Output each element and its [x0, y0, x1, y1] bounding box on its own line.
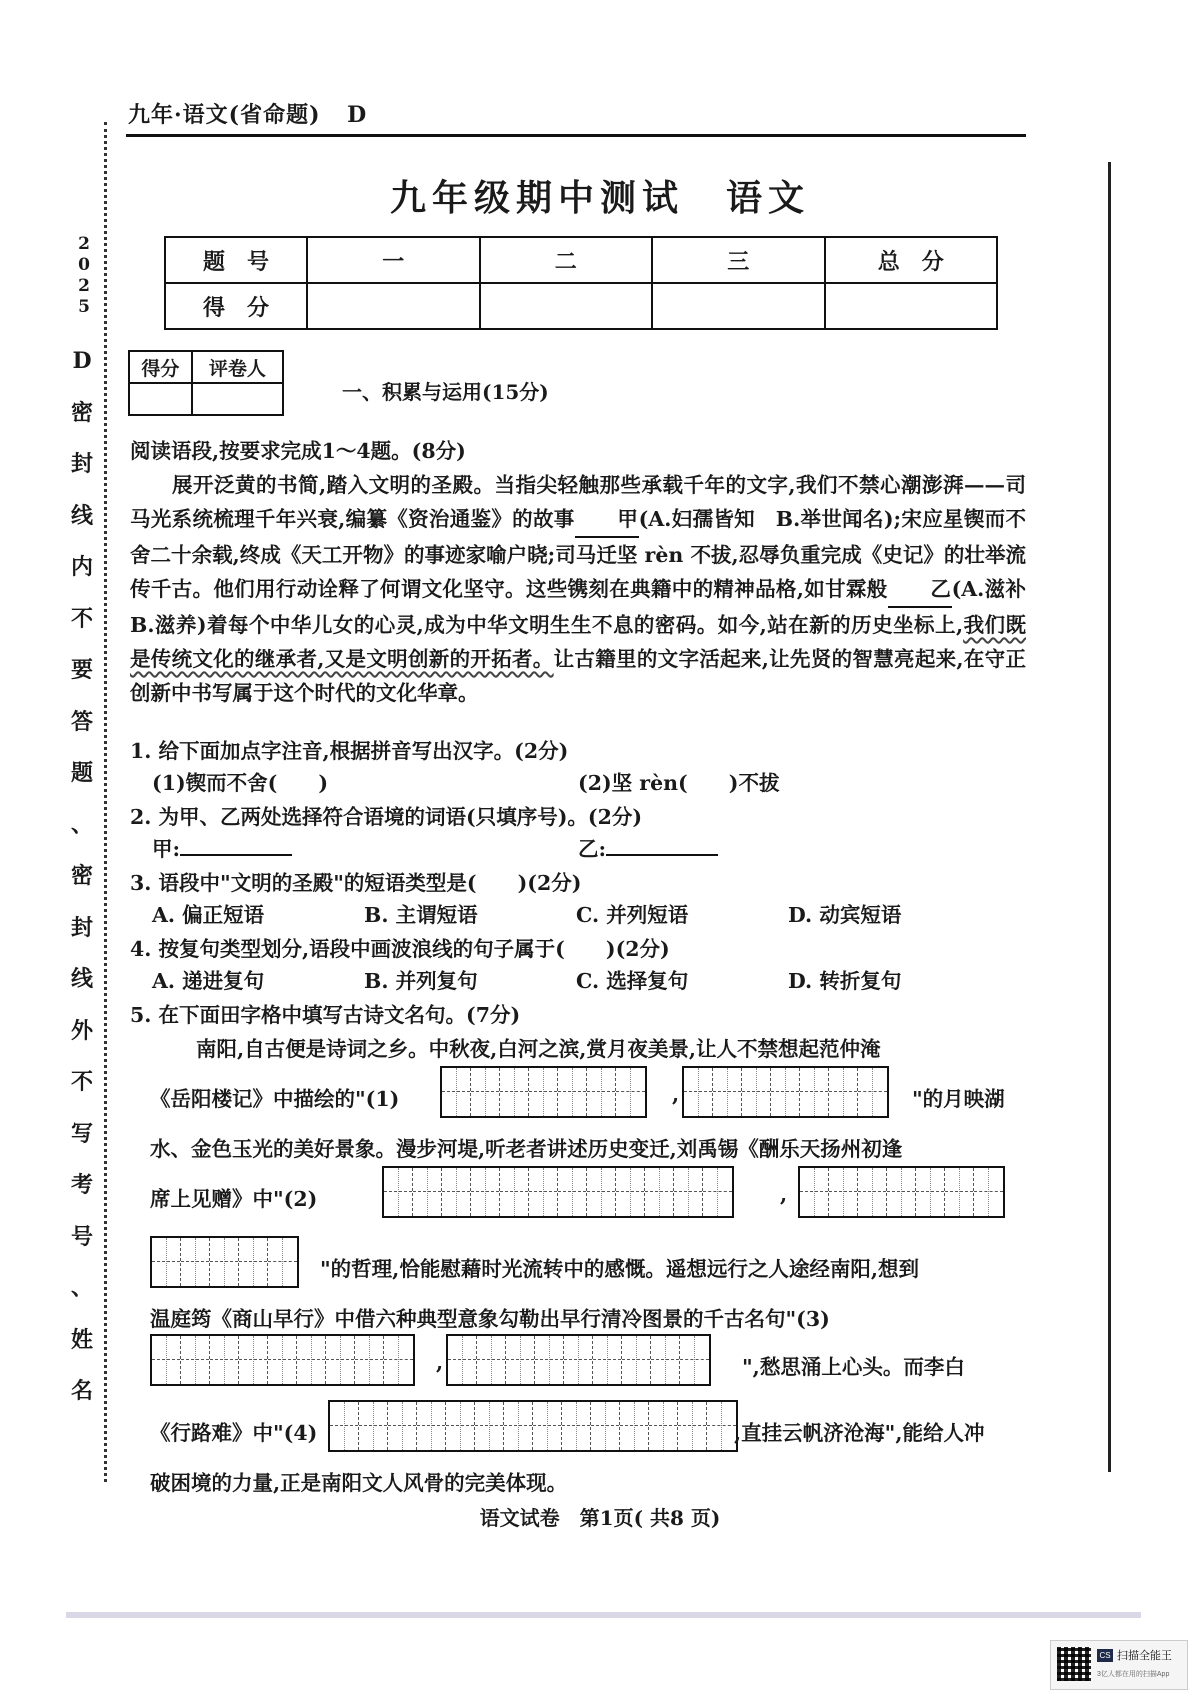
tian-cell[interactable] [181, 1336, 210, 1384]
binding-dotted-line [104, 122, 107, 1482]
tian-cell[interactable] [533, 1402, 562, 1450]
tian-cell[interactable] [680, 1336, 709, 1384]
blank-a[interactable]: 甲 [575, 502, 639, 538]
grader-name-label: 评卷人 [192, 351, 283, 383]
header-version: D [347, 102, 368, 128]
passage-intro: 阅读语段,按要求完成1～4题。(8分) [130, 439, 466, 463]
section-title: 一、积累与运用(15分) [342, 380, 549, 404]
score-input-cell[interactable] [652, 283, 824, 329]
side-notice-char: 名 [70, 1378, 93, 1404]
tian-cell[interactable] [448, 1336, 477, 1384]
q5-line: ",愁思涌上心头。而李白 [742, 1355, 965, 1379]
side-notice-char: 不 [70, 605, 93, 632]
question-1: 1. 给下面加点字注音,根据拼音写出汉字。(2分) [130, 739, 569, 763]
score-header-cell: 一 [307, 237, 479, 283]
tian-grid-2b[interactable] [798, 1166, 1005, 1218]
grader-score-cell[interactable] [129, 383, 192, 415]
tian-cell[interactable] [442, 1068, 471, 1116]
score-header-cell: 二 [480, 237, 652, 283]
side-year-char: 0 [78, 255, 90, 275]
scanner-tagline: 3亿人都在用的扫描App [1097, 1671, 1170, 1678]
q4-option[interactable]: B. 并列复句 [364, 969, 478, 993]
tian-cell[interactable] [384, 1168, 413, 1216]
q5-line: 温庭筠《商山早行》中借六种典型意象勾勒出早行清冷图景的千古名句"(3) [150, 1307, 830, 1331]
tian-cell[interactable] [562, 1402, 591, 1450]
tian-cell[interactable] [649, 1402, 678, 1450]
side-notice-char: 号 [70, 1223, 93, 1250]
tian-cell[interactable] [558, 1068, 587, 1116]
tian-cell[interactable] [945, 1168, 974, 1216]
paper-header [128, 98, 367, 129]
side-year-char: 2 [78, 276, 90, 296]
tian-cell[interactable] [678, 1402, 707, 1450]
side-year-char: 2 [78, 234, 90, 254]
grader-box [128, 350, 284, 416]
q5-comma: , [436, 1350, 444, 1374]
tian-cell[interactable] [684, 1068, 713, 1116]
tian-grid-1b[interactable] [682, 1066, 889, 1118]
qr-code-icon [1057, 1647, 1091, 1681]
tian-grid-2a[interactable] [382, 1166, 734, 1218]
tian-cell[interactable] [771, 1068, 800, 1116]
tian-cell[interactable] [674, 1168, 703, 1216]
tian-cell[interactable] [616, 1068, 645, 1116]
tian-cell[interactable] [239, 1238, 268, 1286]
q1-item-b[interactable]: (2)坚 rèn( )不拔 [578, 771, 780, 795]
tian-cell[interactable] [181, 1238, 210, 1286]
side-year-char: 5 [78, 297, 90, 317]
tian-cell[interactable] [446, 1402, 475, 1450]
tian-cell[interactable] [529, 1068, 558, 1116]
tian-cell[interactable] [210, 1336, 239, 1384]
tian-cell[interactable] [713, 1068, 742, 1116]
tian-cell[interactable] [587, 1168, 616, 1216]
tian-cell[interactable] [268, 1336, 297, 1384]
binding-line-notice [66, 336, 98, 1418]
tian-cell[interactable] [858, 1068, 887, 1116]
q5-line: 席上见赠》中"(2) [150, 1187, 318, 1211]
q2-label-a: 甲: [152, 837, 181, 861]
tian-grid-2c[interactable] [150, 1236, 299, 1288]
q2-answer-a[interactable] [180, 832, 292, 856]
side-year [74, 234, 94, 318]
passage-text: 展开泛黄的书简,踏入文明的圣殿。当指尖轻触那些承载千年的文字,我们不禁心潮澎湃——司马光系统梳理千年兴衰,编纂《资治通鉴》的故事 [130, 473, 1026, 531]
score-header-cell: 三 [652, 237, 824, 283]
tian-grid-1a[interactable] [440, 1066, 647, 1118]
tian-cell[interactable] [152, 1336, 181, 1384]
side-notice-char: 答 [70, 708, 93, 735]
side-notice-char: 考 [70, 1172, 93, 1198]
side-notice-char: 姓 [70, 1326, 93, 1353]
side-notice-char: 不 [70, 1069, 93, 1095]
header-label: 九年·语文(省命题) [128, 102, 321, 128]
tian-grid-3b[interactable] [446, 1334, 711, 1386]
tian-cell[interactable] [210, 1238, 239, 1286]
question-5: 5. 在下面田字格中填写古诗文名句。(7分) [130, 1003, 521, 1027]
tian-cell[interactable] [887, 1168, 916, 1216]
q2-answer-b[interactable] [606, 832, 718, 856]
q3-option[interactable]: D. 动宾短语 [788, 903, 902, 927]
q2-item-a [152, 832, 292, 862]
q5-line: ,直挂云帆济沧海",能给人冲 [734, 1421, 985, 1445]
page-footer: 语文试卷 第1页( 共8 页) [479, 1506, 721, 1530]
passage-text: 让古籍里的文字活起来,让先贤的智慧亮起来,在守正创新中书写属于这个时代的文化华章。 [130, 647, 1026, 705]
side-notice-char: 封 [70, 914, 93, 941]
tian-cell[interactable] [152, 1238, 181, 1286]
side-notice-char: 封 [70, 451, 93, 477]
blank-b[interactable]: 乙 [888, 572, 952, 608]
tian-cell[interactable] [916, 1168, 945, 1216]
score-table [164, 236, 998, 330]
right-margin-rule [1108, 162, 1111, 1472]
tian-cell[interactable] [239, 1336, 268, 1384]
scan-edge-band [66, 1612, 1141, 1618]
tian-cell[interactable] [616, 1168, 645, 1216]
tian-cell[interactable] [442, 1168, 471, 1216]
q5-line: "的哲理,恰能慰藉时光流转中的感慨。遥想远行之人途经南阳,想到 [320, 1257, 919, 1281]
question-4: 4. 按复句类型划分,语段中画波浪线的句子属于( )(2分) [130, 937, 670, 961]
tian-cell[interactable] [645, 1168, 674, 1216]
tian-cell[interactable] [535, 1336, 564, 1384]
q3-option[interactable]: B. 主谓短语 [364, 903, 478, 927]
side-notice-char: 密 [70, 399, 93, 426]
tian-cell[interactable] [707, 1402, 736, 1450]
tian-cell[interactable] [974, 1168, 1003, 1216]
side-notice-char: 写 [70, 1120, 93, 1147]
tian-cell[interactable] [417, 1402, 446, 1450]
score-row-label: 得 分 [165, 283, 307, 329]
side-notice-char: D [72, 348, 92, 374]
tian-cell[interactable] [471, 1068, 500, 1116]
side-notice-char: 、 [70, 811, 93, 838]
wavy-sentence: 我们既是传统文化的继承者,又是文明创新的开拓者。 [130, 613, 1027, 671]
tian-cell[interactable] [297, 1336, 326, 1384]
side-notice-char: 外 [70, 1017, 93, 1044]
tian-cell[interactable] [593, 1336, 622, 1384]
side-notice-char: 题 [70, 760, 93, 786]
side-notice-char: 内 [70, 554, 93, 580]
q5-line: 破困境的力量,正是南阳文人风骨的完美体现。 [150, 1471, 568, 1495]
tian-cell[interactable] [622, 1336, 651, 1384]
tian-cell[interactable] [359, 1402, 388, 1450]
tian-cell[interactable] [591, 1402, 620, 1450]
tian-cell[interactable] [500, 1168, 529, 1216]
q3-option[interactable]: A. 偏正短语 [152, 903, 265, 927]
tian-cell[interactable] [529, 1168, 558, 1216]
tian-cell[interactable] [413, 1168, 442, 1216]
q5-line: 南阳,自古便是诗词之乡。中秋夜,白河之滨,赏月夜美景,让人不禁想起范仲淹 [196, 1037, 881, 1061]
side-notice-char: 要 [70, 657, 93, 683]
q1-item-a[interactable]: (1)锲而不舍( ) [152, 771, 329, 795]
q4-option[interactable]: A. 递进复句 [152, 969, 265, 993]
q2-label-b: 乙: [578, 837, 607, 861]
tian-cell[interactable] [504, 1402, 533, 1450]
tian-cell[interactable] [477, 1336, 506, 1384]
tian-cell[interactable] [384, 1336, 413, 1384]
question-2: 2. 为甲、乙两处选择符合语境的词语(只填序号)。(2分) [130, 805, 643, 829]
q5-line: 《行路难》中"(4) [150, 1421, 318, 1445]
tian-grid-4a[interactable] [328, 1400, 738, 1452]
q4-option[interactable]: C. 选择复句 [576, 969, 689, 993]
tian-cell[interactable] [800, 1168, 829, 1216]
q5-line: 《岳阳楼记》中描绘的"(1) [150, 1087, 400, 1111]
passage-text: (A.妇孺皆知 B.举世闻名);宋应星锲而不舍二十余载,终成《天工开物》的事迹家喻户晓;司马迁坚 rèn 不拔,忍辱负重完成《史记》的壮举流传千古。他们用行动诠释了何谓文化坚守。这些镌刻在典籍中的精神品格,如甘霖般 [130, 507, 1026, 601]
side-notice-char: 线 [70, 966, 93, 992]
score-input-cell[interactable] [480, 283, 652, 329]
q5-line: "的月映湖 [912, 1087, 1005, 1111]
question-3: 3. 语段中"文明的圣殿"的短语类型是( )(2分) [130, 871, 582, 895]
score-header-cell: 总 分 [825, 237, 998, 283]
tian-cell[interactable] [620, 1402, 649, 1450]
tian-cell[interactable] [829, 1068, 858, 1116]
tian-cell[interactable] [858, 1168, 887, 1216]
tian-cell[interactable] [506, 1336, 535, 1384]
cs-logo-icon: CS [1097, 1649, 1113, 1662]
grader-score-label: 得分 [129, 351, 192, 383]
tian-cell[interactable] [651, 1336, 680, 1384]
tian-cell[interactable] [800, 1068, 829, 1116]
scanner-watermark [1050, 1640, 1188, 1690]
score-input-cell[interactable] [825, 283, 998, 329]
tian-cell[interactable] [268, 1238, 297, 1286]
tian-cell[interactable] [587, 1068, 616, 1116]
tian-grid-3a[interactable] [150, 1334, 415, 1386]
side-notice-char: 、 [70, 1275, 93, 1301]
scanner-name: 扫描全能王 [1117, 1650, 1172, 1662]
side-notice-char: 密 [70, 863, 93, 889]
score-header-cell: 题 号 [165, 237, 307, 283]
tian-cell[interactable] [703, 1168, 732, 1216]
passage-text: (A.滋补 B.滋养)着每个中华儿女的心灵,成为中华文明生生不息的密码。如今,站在新的历史坐标上, [130, 577, 1047, 637]
tian-cell[interactable] [355, 1336, 384, 1384]
reading-passage [130, 468, 1047, 710]
q5-line: 水、金色玉光的美好景象。漫步河堤,听老者讲述历史变迁,刘禹锡《酬乐天扬州初逢 [150, 1137, 903, 1161]
tian-cell[interactable] [500, 1068, 529, 1116]
tian-cell[interactable] [388, 1402, 417, 1450]
tian-cell[interactable] [330, 1402, 359, 1450]
q5-comma: , [780, 1182, 788, 1206]
side-notice-char: 线 [70, 502, 93, 529]
tian-cell[interactable] [829, 1168, 858, 1216]
tian-cell[interactable] [475, 1402, 504, 1450]
tian-cell[interactable] [564, 1336, 593, 1384]
q4-option[interactable]: D. 转折复句 [788, 969, 902, 993]
q2-item-b [578, 832, 718, 862]
grader-name-cell[interactable] [192, 383, 283, 415]
header-rule [126, 134, 1026, 137]
tian-cell[interactable] [742, 1068, 771, 1116]
tian-cell[interactable] [471, 1168, 500, 1216]
page-title: 九年级期中测试 语文 [389, 177, 810, 219]
q3-option[interactable]: C. 并列短语 [576, 903, 689, 927]
tian-cell[interactable] [558, 1168, 587, 1216]
q5-comma: , [672, 1082, 680, 1106]
score-input-cell[interactable] [307, 283, 479, 329]
tian-cell[interactable] [326, 1336, 355, 1384]
